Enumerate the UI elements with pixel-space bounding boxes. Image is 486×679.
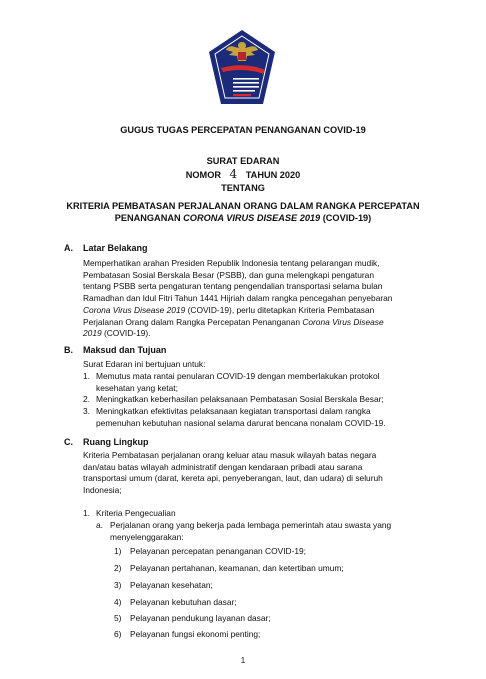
list-line: Memutus mata rantai penularan COVID-19 dengan memberlakukan protokol	[96, 371, 380, 381]
bnpb-logo	[207, 28, 277, 108]
list-line: Perjalanan orang yang bekerja pada lembaga pemerintah atau swasta yang	[110, 520, 392, 530]
text: (COVID-19), perlu ditetapkan Kriteria Pembatasan	[185, 304, 375, 315]
doc-title-line2	[0, 212, 486, 224]
section-c-body	[83, 450, 418, 497]
para-line	[83, 317, 418, 329]
item-text: Pelayanan pendukung layanan dasar;	[130, 613, 271, 623]
doc-title-line1: KRITERIA PEMBATASAN PERJALANAN ORANG DALAM RANGKA PERCEPATAN	[66, 201, 420, 211]
section-a-title: Latar Belakang	[83, 243, 148, 253]
section-a-label: A.	[64, 243, 73, 253]
section-b-title: Maksud dan Tujuan	[83, 345, 167, 355]
para-line: Pembatasan Sosial Berskala Besar (PSBB), dan guna melengkapi pengaturan	[83, 269, 374, 280]
item-number: 5)	[114, 613, 122, 623]
list-line: Meningkatkan efektivitas pelaksanaan kegiatan transportasi dalam rangka	[96, 406, 371, 416]
item-text: Pelayanan fungsi ekonomi penting;	[130, 629, 261, 639]
item-text: Pelayanan percepatan penanganan COVID-19;	[130, 546, 307, 556]
list-number: 3.	[83, 406, 90, 416]
doc-type: SURAT EDARAN	[206, 156, 280, 166]
italic-text: 2019	[83, 328, 102, 339]
item-number: 4)	[114, 597, 122, 607]
italic-text: Corona Virus Disease	[302, 316, 384, 327]
para-line: Ramadhan dan Idul Fitri Tahun 1441 Hijriah dalam rangka pencegahan penyebaran	[83, 293, 393, 304]
para-line: tentang PSBB serta pengaturan tentang pengendalian transportasi selama bulan	[83, 281, 383, 292]
item-text: Pelayanan pertahanan, keamanan, dan ketertiban umum;	[130, 563, 344, 573]
para-line	[83, 305, 418, 317]
text: Perjalanan Orang dalam Rangka Percepatan Penanganan	[83, 316, 303, 327]
para-line: transportasi umum (darat, kereta api, penyeberangan, laut, dan udara) di seluruh	[83, 473, 383, 484]
para-line: Kriteria Pembatasan perjalanan orang keluar atau masuk wilayah batas negara	[83, 450, 377, 460]
section-a-body	[83, 258, 418, 340]
sub-title: Kriteria Pengecualian	[96, 508, 176, 518]
para-line: dan/atau batas wilayah administratif dengan kendaraan pribadi atau sarana	[83, 461, 363, 472]
list-item	[96, 406, 418, 429]
para-line	[83, 328, 418, 340]
list-line: kesehatan yang ketat;	[96, 382, 178, 393]
doc-number	[0, 168, 486, 181]
list-number: 1.	[83, 371, 90, 381]
list-number: 2.	[83, 394, 90, 404]
sub-a-text	[110, 520, 430, 543]
title-part: PENANGANAN	[114, 213, 184, 223]
section-c-label: C.	[64, 437, 73, 447]
section-c-title: Ruang Lingkup	[83, 437, 149, 447]
item-text: Pelayanan kebutuhan dasar;	[130, 597, 237, 607]
para-line: Indonesia;	[83, 485, 122, 496]
item-number: 1)	[114, 546, 122, 556]
list-line: menyelenggarakan:	[110, 531, 184, 542]
sub-number: 1.	[83, 508, 90, 518]
year: TAHUN 2020	[245, 170, 301, 180]
sub-letter: a.	[96, 520, 103, 530]
number-value: 4	[229, 167, 238, 181]
item-number: 6)	[114, 629, 122, 639]
title-italic: CORONA VIRUS DISEASE 2019	[183, 213, 321, 223]
list-line: pemenuhan kebutuhan nasional selama darurat bencana nonalam COVID-19.	[96, 417, 386, 428]
page-number: 1	[240, 656, 246, 665]
section-b-intro: Surat Edaran ini bertujuan untuk:	[83, 359, 206, 369]
item-text: Pelayanan kesehatan;	[130, 580, 213, 590]
item-number: 3)	[114, 580, 122, 590]
org-heading: GUGUS TUGAS PERCEPATAN PENANGANAN COVID-19	[120, 125, 366, 135]
list-item: Meningkatkan keberhasilan pelaksanaan Pembatasan Sosial Berskala Besar;	[96, 394, 384, 404]
para-line: Memperhatikan arahan Presiden Republik Indonesia tentang pelarangan mudik,	[83, 258, 380, 268]
section-b-label: B.	[64, 345, 73, 355]
tentang-label: TENTANG	[221, 183, 265, 193]
number-label: NOMOR	[185, 170, 221, 180]
item-number: 2)	[114, 563, 122, 573]
italic-text: Corona Virus Disease 2019	[83, 304, 186, 315]
text: (COVID-19).	[101, 328, 151, 339]
list-item	[96, 371, 418, 394]
title-part: (COVID-19)	[320, 213, 372, 223]
